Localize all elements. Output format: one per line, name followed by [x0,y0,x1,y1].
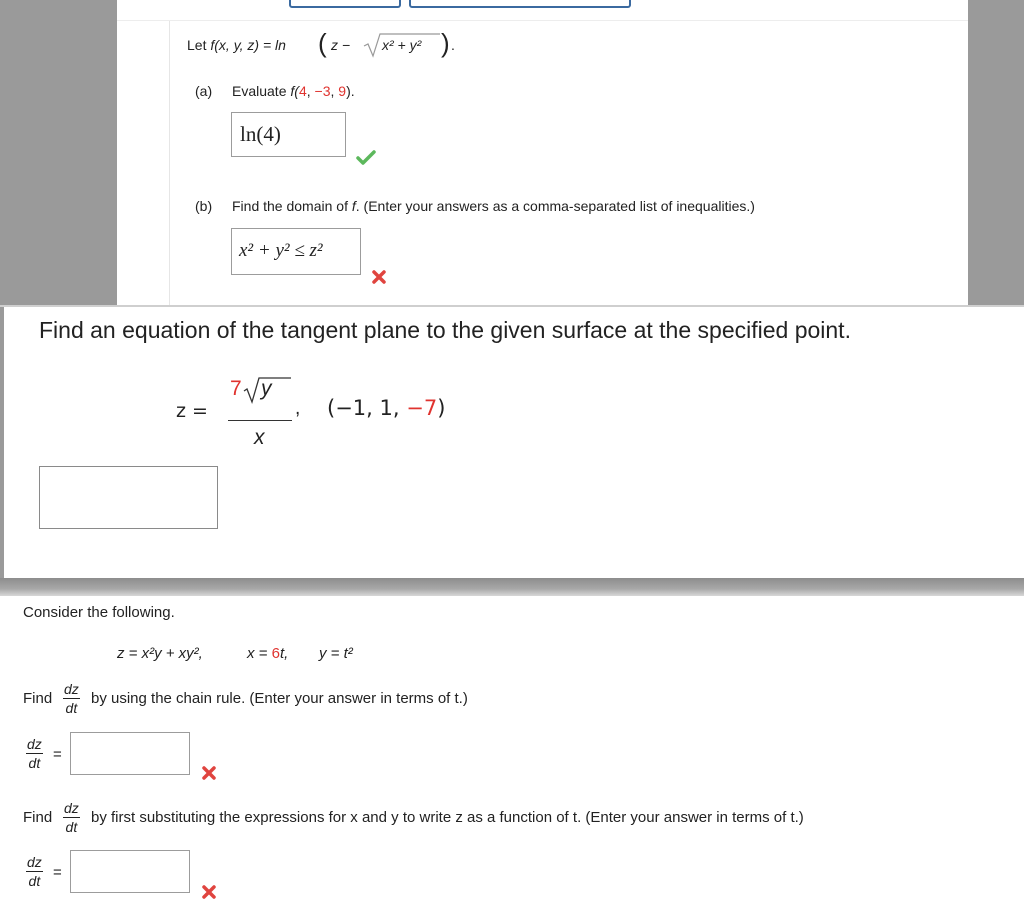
inner-expr-z: z − [331,37,351,53]
radicand: x² + y² [382,37,422,53]
find1-frac-bar [63,698,80,699]
part-a-label: (a) [195,83,213,99]
section-divider [0,578,1024,596]
denominator: x [254,426,265,449]
answer1-fraction-label [26,737,43,770]
right-gray-margin-top [968,0,1024,306]
part-a-prompt-text: Evaluate [232,83,291,99]
top-cut-button-right[interactable] [409,0,631,8]
answer2-fraction-label [26,855,43,888]
equation-x-var: t, [279,645,289,662]
tangent-point [327,396,445,420]
part-a-answer-value: ln(4) [240,122,281,146]
part-b-prompt [232,198,755,214]
part-a-prompt [232,83,355,99]
tangent-fraction [228,375,294,449]
function-period: . [451,37,455,53]
part-b-answer-input[interactable] [231,228,361,275]
equation-y: y = t² [319,645,353,662]
incorrect-x-icon [371,269,387,285]
answer1-equals: = [53,746,62,763]
numerator-radicand: y [261,377,272,400]
paren-close: ) [441,28,450,58]
part-b-prompt-text: Find the domain of [232,198,352,214]
part-b-prompt-suffix: . (Enter your answers as a comma-separated list of inequalities.) [355,198,755,214]
numerator-coeff: 7 [230,377,242,400]
intro-prefix: Let [187,37,211,53]
part-b-label: (b) [195,198,213,214]
chain-rule-answer-input[interactable] [70,732,190,775]
point-z: −7 [406,396,438,420]
answer1-frac-num: dz [27,736,42,752]
incorrect-x-icon [201,765,217,781]
paren-open: ( [318,28,327,58]
part-a-sep2: , [330,83,339,99]
tangent-lhs: z = [176,400,208,422]
part-a-arg1: 4 [298,83,307,99]
part-a-fname: f( [290,83,299,99]
part-a-answer-input[interactable] [231,112,346,157]
tangent-comma: , [295,398,301,419]
answer2-frac-num: dz [27,854,42,870]
part-b-fname: f [351,198,356,214]
fraction-bar [228,420,292,421]
checkmark-icon [356,150,376,166]
answer2-frac-bar [26,871,43,872]
find1-fraction [63,682,80,715]
panel-middle-left-edge [0,306,4,581]
find1-frac-num: dz [64,681,79,697]
point-close: ) [437,396,446,420]
find2-frac-num: dz [64,800,79,816]
function-definition [187,37,286,53]
point-open: (−1, 1, [327,396,407,420]
find2-prefix: Find [23,809,53,826]
part-a-sep1: , [306,83,315,99]
find1-frac-den: dt [65,700,78,716]
part-a-arg2: −3 [314,83,331,99]
equation-x-coeff: 6 [271,645,280,662]
substitution-answer-input[interactable] [70,850,190,893]
find2-frac-den: dt [65,819,78,835]
top-cut-button-left[interactable] [289,0,401,8]
answer1-frac-den: dt [28,755,41,771]
equation-x-prefix: x = [247,645,272,662]
part-a-suffix: ). [346,83,355,99]
left-gray-margin-top [0,0,117,306]
tangent-answer-input[interactable] [39,466,218,529]
find2-frac-bar [63,817,80,818]
answer1-frac-bar [26,753,43,754]
incorrect-x-icon [201,884,217,900]
answer2-frac-den: dt [28,873,41,889]
top-edge-line [117,20,968,21]
function-def-text: f(x, y, z) = ln [210,37,286,53]
find1-prefix: Find [23,690,53,707]
panel-top-inner-border [169,20,170,306]
find1-suffix: by using the chain rule. (Enter your answer in terms of t.) [91,690,468,707]
part-a-arg3: 9 [338,83,347,99]
part-b-answer-value: x² + y² ≤ z² [239,240,323,261]
find2-fraction [63,801,80,834]
equation-x [247,645,288,662]
equation-z: z = x²y + xy², [117,645,203,662]
answer2-equals: = [53,864,62,881]
panel-middle-top-line [0,305,1024,307]
find2-suffix: by first substituting the expressions for x and y to write z as a function of t. (Enter your answer in terms of t.) [91,809,804,826]
consider-intro: Consider the following. [23,604,175,621]
tangent-plane-question: Find an equation of the tangent plane to the given surface at the specified point. [39,317,851,343]
